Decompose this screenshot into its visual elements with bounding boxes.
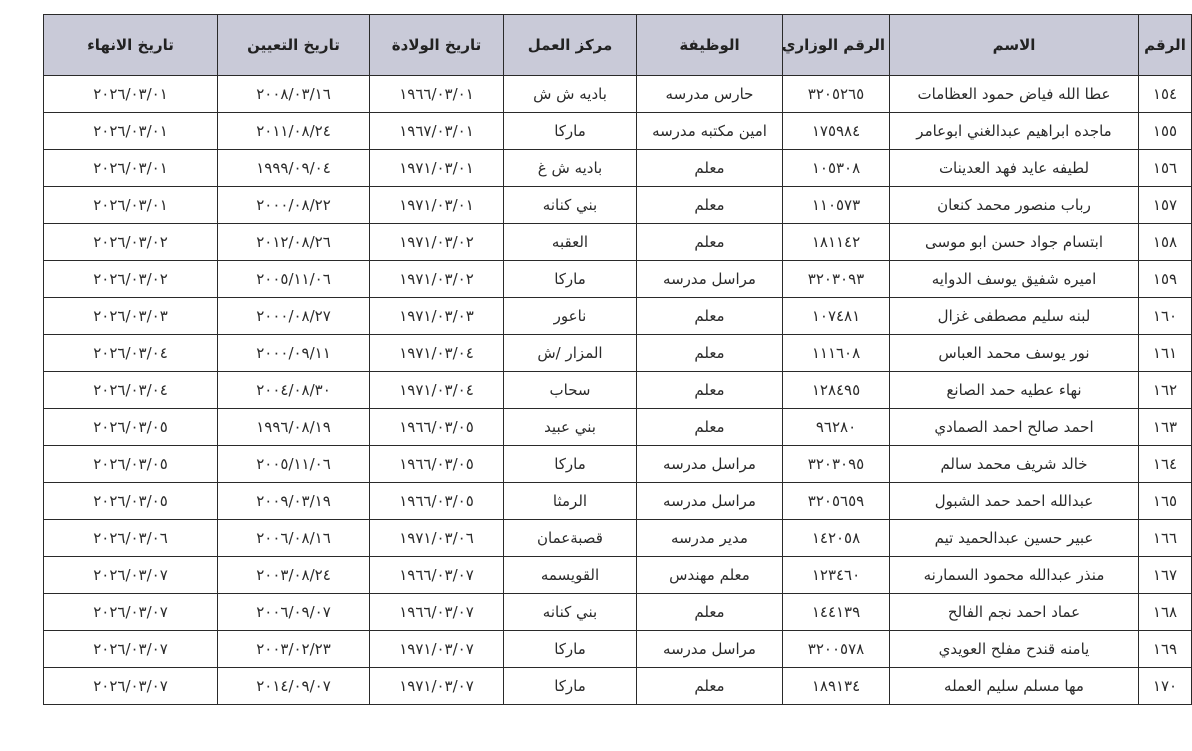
table-row [44,520,1192,557]
cell-num: ١٥٥ [1139,113,1192,150]
cell-birth-date: ١٩٧١/٠٣/٠٤ [370,335,504,372]
cell-num: ١٦٤ [1139,446,1192,483]
cell-end-date: ٢٠٢٦/٠٣/٠٣ [44,298,218,335]
table-row [44,594,1192,631]
cell-hire-date: ١٩٩٩/٠٩/٠٤ [218,150,370,187]
cell-job: معلم [637,409,783,446]
header-ministry-id: الرقم الوزاري [783,15,890,76]
cell-ministry-id: ٣٢٠٥٦٥٩ [783,483,890,520]
cell-end-date: ٢٠٢٦/٠٣/٠٥ [44,483,218,520]
cell-birth-date: ١٩٧١/٠٣/٠٧ [370,668,504,705]
cell-work-center: الرمثا [504,483,637,520]
cell-num: ١٦٨ [1139,594,1192,631]
table-row [44,150,1192,187]
table-row [44,187,1192,224]
cell-hire-date: ٢٠٠٤/٠٨/٣٠ [218,372,370,409]
cell-num: ١٥٦ [1139,150,1192,187]
cell-ministry-id: ١٢٣٤٦٠ [783,557,890,594]
cell-num: ١٦٢ [1139,372,1192,409]
cell-hire-date: ٢٠٠٩/٠٣/١٩ [218,483,370,520]
cell-end-date: ٢٠٢٦/٠٣/٠٤ [44,335,218,372]
header-end-date: تاريخ الانهاء [44,15,218,76]
cell-birth-date: ١٩٧١/٠٣/٠١ [370,150,504,187]
header-work-center: مركز العمل [504,15,637,76]
cell-num: ١٦٣ [1139,409,1192,446]
cell-num: ١٦١ [1139,335,1192,372]
cell-ministry-id: ١٨٩١٣٤ [783,668,890,705]
cell-job: مراسل مدرسه [637,261,783,298]
cell-name: نور يوسف محمد العباس [890,335,1139,372]
cell-work-center: ماركا [504,446,637,483]
cell-end-date: ٢٠٢٦/٠٣/٠٧ [44,594,218,631]
cell-work-center: ماركا [504,668,637,705]
cell-ministry-id: ١٧٥٩٨٤ [783,113,890,150]
cell-birth-date: ١٩٧١/٠٣/٠٢ [370,261,504,298]
cell-end-date: ٢٠٢٦/٠٣/٠٤ [44,372,218,409]
table-row [44,668,1192,705]
cell-num: ١٦٦ [1139,520,1192,557]
cell-name: عبير حسين عبدالحميد تيم [890,520,1139,557]
cell-hire-date: ٢٠٠٣/٠٨/٢٤ [218,557,370,594]
cell-ministry-id: ١٠٧٤٨١ [783,298,890,335]
cell-birth-date: ١٩٦٦/٠٣/٠٥ [370,446,504,483]
cell-hire-date: ٢٠٠٣/٠٢/٢٣ [218,631,370,668]
cell-end-date: ٢٠٢٦/٠٣/٠٧ [44,668,218,705]
cell-end-date: ٢٠٢٦/٠٣/٠١ [44,187,218,224]
cell-ministry-id: ١٢٨٤٩٥ [783,372,890,409]
cell-job: معلم [637,668,783,705]
cell-work-center: بني كنانه [504,594,637,631]
cell-end-date: ٢٠٢٦/٠٣/٠٧ [44,557,218,594]
cell-hire-date: ٢٠٠٥/١١/٠٦ [218,446,370,483]
table-row [44,372,1192,409]
cell-name: رباب منصور محمد كنعان [890,187,1139,224]
cell-num: ١٦٧ [1139,557,1192,594]
retirement-roster-table [43,14,1192,705]
cell-birth-date: ١٩٦٦/٠٣/٠٧ [370,557,504,594]
cell-ministry-id: ١٨١١٤٢ [783,224,890,261]
cell-end-date: ٢٠٢٦/٠٣/٠٥ [44,446,218,483]
cell-job: معلم [637,372,783,409]
cell-job: مراسل مدرسه [637,446,783,483]
cell-hire-date: ٢٠٠٠/٠٩/١١ [218,335,370,372]
cell-num: ١٧٠ [1139,668,1192,705]
header-birth-date: تاريخ الولادة [370,15,504,76]
table-row [44,224,1192,261]
cell-name: منذر عبدالله محمود السمارنه [890,557,1139,594]
cell-end-date: ٢٠٢٦/٠٣/٠٢ [44,261,218,298]
cell-end-date: ٢٠٢٦/٠٣/٠٧ [44,631,218,668]
cell-work-center: ماركا [504,631,637,668]
cell-ministry-id: ٣٢٠٣٠٩٥ [783,446,890,483]
cell-hire-date: ٢٠٠٥/١١/٠٦ [218,261,370,298]
cell-name: عماد احمد نجم الفالح [890,594,1139,631]
header-row [44,15,1192,76]
cell-hire-date: ٢٠١١/٠٨/٢٤ [218,113,370,150]
cell-num: ١٦٩ [1139,631,1192,668]
cell-work-center: باديه ش غ [504,150,637,187]
cell-end-date: ٢٠٢٦/٠٣/٠٦ [44,520,218,557]
cell-ministry-id: ٩٦٢٨٠ [783,409,890,446]
cell-birth-date: ١٩٧١/٠٣/٠٦ [370,520,504,557]
cell-birth-date: ١٩٦٦/٠٣/٠٧ [370,594,504,631]
cell-work-center: المزار /ش [504,335,637,372]
cell-job: معلم مهندس [637,557,783,594]
cell-work-center: القويسمه [504,557,637,594]
cell-num: ١٥٩ [1139,261,1192,298]
table-row [44,631,1192,668]
table-row [44,483,1192,520]
cell-job: مراسل مدرسه [637,483,783,520]
cell-birth-date: ١٩٧١/٠٣/٠٣ [370,298,504,335]
cell-end-date: ٢٠٢٦/٠٣/٠٥ [44,409,218,446]
cell-job: مدير مدرسه [637,520,783,557]
cell-work-center: ناعور [504,298,637,335]
cell-hire-date: ٢٠١٢/٠٨/٢٦ [218,224,370,261]
cell-work-center: بني عبيد [504,409,637,446]
cell-birth-date: ١٩٧١/٠٣/٠٧ [370,631,504,668]
cell-work-center: ماركا [504,113,637,150]
cell-job: معلم [637,298,783,335]
cell-birth-date: ١٩٦٦/٠٣/٠٥ [370,409,504,446]
cell-name: عطا الله فياض حمود العظامات [890,76,1139,113]
cell-work-center: بني كنانه [504,187,637,224]
document-sheet [43,14,1186,705]
cell-ministry-id: ٣٢٠٣٠٩٣ [783,261,890,298]
cell-birth-date: ١٩٦٦/٠٣/٠١ [370,76,504,113]
cell-end-date: ٢٠٢٦/٠٣/٠١ [44,76,218,113]
cell-name: عبدالله احمد حمد الشبول [890,483,1139,520]
cell-name: لبنه سليم مصطفى غزال [890,298,1139,335]
cell-ministry-id: ٣٢٠٥٢٦٥ [783,76,890,113]
table-row [44,261,1192,298]
cell-num: ١٦٠ [1139,298,1192,335]
table-header [44,15,1192,76]
cell-work-center: سحاب [504,372,637,409]
header-name: الاسم [890,15,1139,76]
cell-job: معلم [637,594,783,631]
cell-birth-date: ١٩٧١/٠٣/٠٤ [370,372,504,409]
cell-hire-date: ٢٠٠٦/٠٩/٠٧ [218,594,370,631]
cell-ministry-id: ٣٢٠٠٥٧٨ [783,631,890,668]
cell-hire-date: ٢٠٠٠/٠٨/٢٢ [218,187,370,224]
cell-job: معلم [637,224,783,261]
cell-hire-date: ٢٠٠٠/٠٨/٢٧ [218,298,370,335]
cell-num: ١٦٥ [1139,483,1192,520]
cell-ministry-id: ١١٠٥٧٣ [783,187,890,224]
cell-work-center: باديه ش ش [504,76,637,113]
cell-ministry-id: ١٠٥٣٠٨ [783,150,890,187]
cell-name: اميره شفيق يوسف الدوايه [890,261,1139,298]
cell-name: نهاء عطيه حمد الصانع [890,372,1139,409]
cell-name: يامنه قندح مفلح العويدي [890,631,1139,668]
cell-end-date: ٢٠٢٦/٠٣/٠١ [44,113,218,150]
cell-hire-date: ٢٠٠٦/٠٨/١٦ [218,520,370,557]
cell-birth-date: ١٩٧١/٠٣/٠١ [370,187,504,224]
table-row [44,446,1192,483]
cell-birth-date: ١٩٦٦/٠٣/٠٥ [370,483,504,520]
cell-name: ابتسام جواد حسن ابو موسى [890,224,1139,261]
cell-job: حارس مدرسه [637,76,783,113]
cell-work-center: ماركا [504,261,637,298]
cell-hire-date: ٢٠١٤/٠٩/٠٧ [218,668,370,705]
header-hire-date: تاريخ التعيين [218,15,370,76]
table-row [44,557,1192,594]
cell-job: امين مكتبه مدرسه [637,113,783,150]
cell-job: معلم [637,335,783,372]
cell-job: معلم [637,150,783,187]
header-job: الوظيفة [637,15,783,76]
cell-num: ١٥٤ [1139,76,1192,113]
table-row [44,113,1192,150]
cell-job: معلم [637,187,783,224]
cell-ministry-id: ١٤٤١٣٩ [783,594,890,631]
cell-work-center: العقبه [504,224,637,261]
cell-name: احمد صالح احمد الصمادي [890,409,1139,446]
table-row [44,76,1192,113]
cell-birth-date: ١٩٦٧/٠٣/٠١ [370,113,504,150]
cell-hire-date: ١٩٩٦/٠٨/١٩ [218,409,370,446]
cell-end-date: ٢٠٢٦/٠٣/٠٢ [44,224,218,261]
header-num: الرقم [1139,15,1192,76]
cell-num: ١٥٨ [1139,224,1192,261]
cell-name: خالد شريف محمد سالم [890,446,1139,483]
cell-ministry-id: ١٤٢٠٥٨ [783,520,890,557]
cell-work-center: قصبةعمان [504,520,637,557]
cell-name: ماجده ابراهيم عبدالغني ابوعامر [890,113,1139,150]
cell-hire-date: ٢٠٠٨/٠٣/١٦ [218,76,370,113]
table-body [44,76,1192,705]
cell-end-date: ٢٠٢٦/٠٣/٠١ [44,150,218,187]
cell-ministry-id: ١١١٦٠٨ [783,335,890,372]
table-row [44,298,1192,335]
cell-job: مراسل مدرسه [637,631,783,668]
cell-name: لطيفه عايد فهد العدينات [890,150,1139,187]
cell-num: ١٥٧ [1139,187,1192,224]
table-row [44,335,1192,372]
table-row [44,409,1192,446]
cell-birth-date: ١٩٧١/٠٣/٠٢ [370,224,504,261]
cell-name: مها مسلم سليم العمله [890,668,1139,705]
